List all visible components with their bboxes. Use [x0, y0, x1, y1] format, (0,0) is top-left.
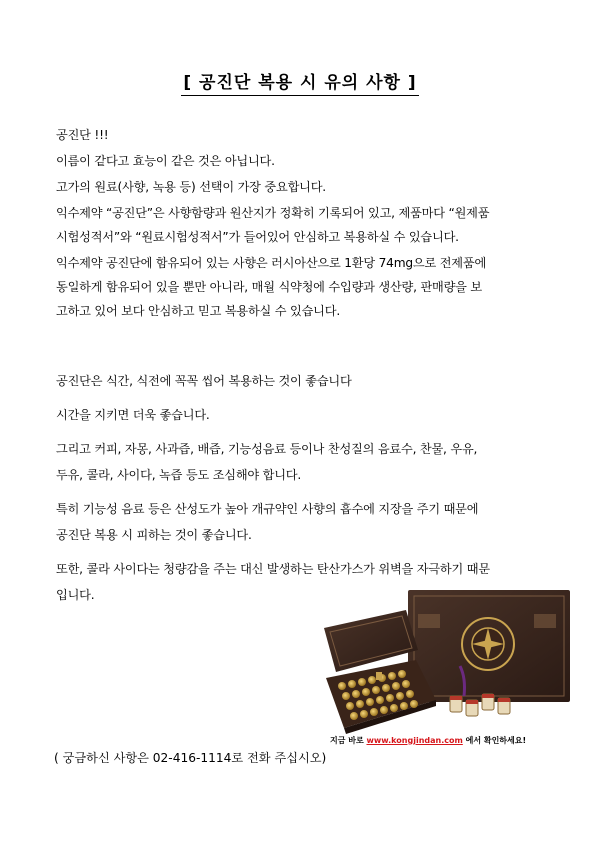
product-box-image — [320, 588, 578, 736]
text-line: 고하고 있어 보다 안심하고 믿고 복용하실 수 있습니다. — [56, 304, 341, 318]
text-line: 공진단 복용 시 피하는 것이 좋습니다. — [56, 528, 252, 542]
text-line: 고가의 원료(사향, 녹용 등) 선택이 가장 중요합니다. — [56, 180, 326, 194]
text-line: 익수제약 공진단에 함유되어 있는 사향은 러시아산으로 1환당 74mg으로 전제품에 — [56, 256, 487, 270]
section-usage — [56, 371, 556, 605]
text-line: 동일하게 함유되어 있을 뿐만 아니라, 매월 식약청에 수입량과 생산량, 판매량을 보 — [56, 280, 483, 294]
page-title — [0, 68, 600, 93]
text-line: 또한, 콜라 사이다는 청량감을 주는 대신 발생하는 탄산가스가 위벽을 자극하기 때문 — [56, 562, 490, 576]
website-caption — [330, 735, 590, 746]
text-line: 익수제약 “공진단”은 사향함량과 원산지가 정확히 기록되어 있고, 제품마다 “원제품 — [56, 206, 490, 220]
website-link[interactable]: www.kongjindan.com — [366, 736, 463, 745]
text-line: 시간을 지키면 더욱 좋습니다. — [56, 408, 210, 422]
text-line: 공진단 !!! — [56, 128, 109, 142]
text-line: 두유, 콜라, 사이다, 녹즙 등도 조심해야 합니다. — [56, 468, 302, 482]
text-line: 입니다. — [56, 588, 95, 602]
text-line: 시험성적서”와 “원료시험성적서”가 들어있어 안심하고 복용하실 수 있습니다. — [56, 230, 459, 244]
text-line: 이름이 같다고 효능이 같은 것은 아닙니다. — [56, 154, 275, 168]
title-text: [ 공진단 복용 시 유의 사항 ] — [181, 73, 418, 96]
text-line: 특히 기능성 음료 등은 산성도가 높아 개규약인 사향의 흡수에 지장을 주기 때문에 — [56, 502, 479, 516]
caption-after: 에서 확인하세요! — [462, 736, 527, 745]
text-line: 그리고 커피, 자몽, 사과즙, 배즙, 기능성음료 등이나 찬성질의 음료수, 찬물, 우유, — [56, 442, 478, 456]
contact-info: ( 궁금하신 사항은 02-416-1114로 전화 주십시오) — [54, 751, 327, 765]
text-line: 공진단은 식간, 식전에 꼭꼭 씹어 복용하는 것이 좋습니다 — [56, 374, 352, 388]
section-quality — [56, 125, 556, 321]
caption-before: 지금 바로 — [330, 736, 367, 745]
